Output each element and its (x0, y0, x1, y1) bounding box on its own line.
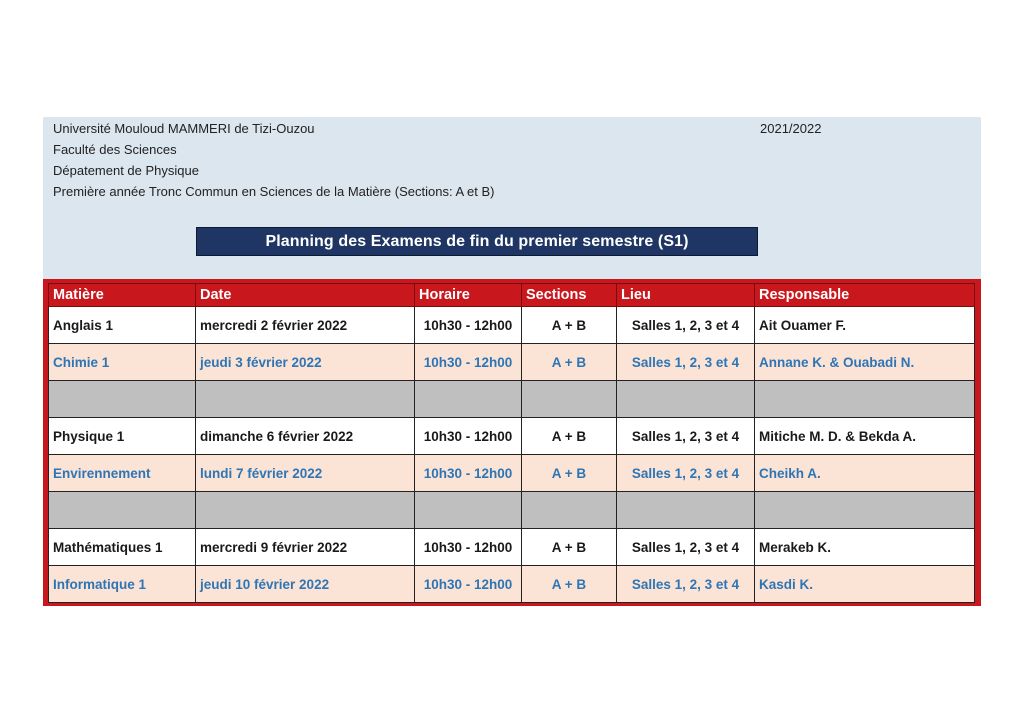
cell-lieu: Salles 1, 2, 3 et 4 (617, 344, 755, 381)
cell-lieu: Salles 1, 2, 3 et 4 (617, 566, 755, 603)
cell-empty (617, 381, 755, 418)
column-header-matiere: Matière (49, 284, 196, 307)
cell-date: jeudi 3 février 2022 (196, 344, 415, 381)
table-row (49, 529, 975, 566)
cell-empty (49, 381, 196, 418)
cell-date: dimanche 6 février 2022 (196, 418, 415, 455)
cell-sections: A + B (522, 344, 617, 381)
cell-horaire: 10h30 - 12h00 (415, 566, 522, 603)
cell-horaire: 10h30 - 12h00 (415, 455, 522, 492)
cell-date: mercredi 9 février 2022 (196, 529, 415, 566)
cell-responsable: Mitiche M. D. & Bekda A. (755, 418, 975, 455)
cell-responsable: Kasdi K. (755, 566, 975, 603)
cell-sections: A + B (522, 529, 617, 566)
planning-title: Planning des Examens de fin du premier semestre (S1) (265, 232, 689, 250)
program-name: Première année Tronc Commun en Sciences de la Matière (Sections: A et B) (53, 184, 495, 199)
cell-matiere: Mathématiques 1 (49, 529, 196, 566)
table-row (49, 344, 975, 381)
cell-lieu: Salles 1, 2, 3 et 4 (617, 455, 755, 492)
column-header-sections: Sections (522, 284, 617, 307)
cell-empty (522, 381, 617, 418)
column-header-horaire: Horaire (415, 284, 522, 307)
faculty-name: Faculté des Sciences (53, 142, 177, 157)
cell-empty (755, 381, 975, 418)
academic-year: 2021/2022 (760, 121, 822, 136)
exam-schedule-table (48, 283, 975, 603)
cell-empty (617, 492, 755, 529)
table-row (49, 566, 975, 603)
cell-empty (49, 492, 196, 529)
cell-horaire: 10h30 - 12h00 (415, 529, 522, 566)
table-row (49, 455, 975, 492)
cell-empty (415, 381, 522, 418)
cell-matiere: Chimie 1 (49, 344, 196, 381)
department-name: Dépatement de Physique (53, 163, 199, 178)
cell-sections: A + B (522, 307, 617, 344)
cell-matiere: Physique 1 (49, 418, 196, 455)
cell-responsable: Ait Ouamer F. (755, 307, 975, 344)
cell-horaire: 10h30 - 12h00 (415, 307, 522, 344)
table-row (49, 307, 975, 344)
cell-horaire: 10h30 - 12h00 (415, 344, 522, 381)
university-name: Université Mouloud MAMMERI de Tizi-Ouzou (53, 121, 315, 136)
cell-empty (522, 492, 617, 529)
table-row-separator (49, 381, 975, 418)
table-header-row (49, 284, 975, 307)
table-row (49, 418, 975, 455)
column-header-date: Date (196, 284, 415, 307)
cell-horaire: 10h30 - 12h00 (415, 418, 522, 455)
column-header-responsable: Responsable (755, 284, 975, 307)
cell-lieu: Salles 1, 2, 3 et 4 (617, 418, 755, 455)
cell-date: mercredi 2 février 2022 (196, 307, 415, 344)
cell-sections: A + B (522, 455, 617, 492)
cell-lieu: Salles 1, 2, 3 et 4 (617, 529, 755, 566)
cell-matiere: Informatique 1 (49, 566, 196, 603)
cell-date: jeudi 10 février 2022 (196, 566, 415, 603)
cell-responsable: Annane K. & Ouabadi N. (755, 344, 975, 381)
table-row-separator (49, 492, 975, 529)
cell-date: lundi 7 février 2022 (196, 455, 415, 492)
cell-empty (415, 492, 522, 529)
cell-empty (196, 492, 415, 529)
cell-responsable: Cheikh A. (755, 455, 975, 492)
planning-title-box (196, 227, 758, 256)
cell-empty (755, 492, 975, 529)
cell-matiere: Anglais 1 (49, 307, 196, 344)
cell-matiere: Envirennement (49, 455, 196, 492)
cell-sections: A + B (522, 418, 617, 455)
cell-lieu: Salles 1, 2, 3 et 4 (617, 307, 755, 344)
cell-responsable: Merakeb K. (755, 529, 975, 566)
cell-sections: A + B (522, 566, 617, 603)
cell-empty (196, 381, 415, 418)
column-header-lieu: Lieu (617, 284, 755, 307)
